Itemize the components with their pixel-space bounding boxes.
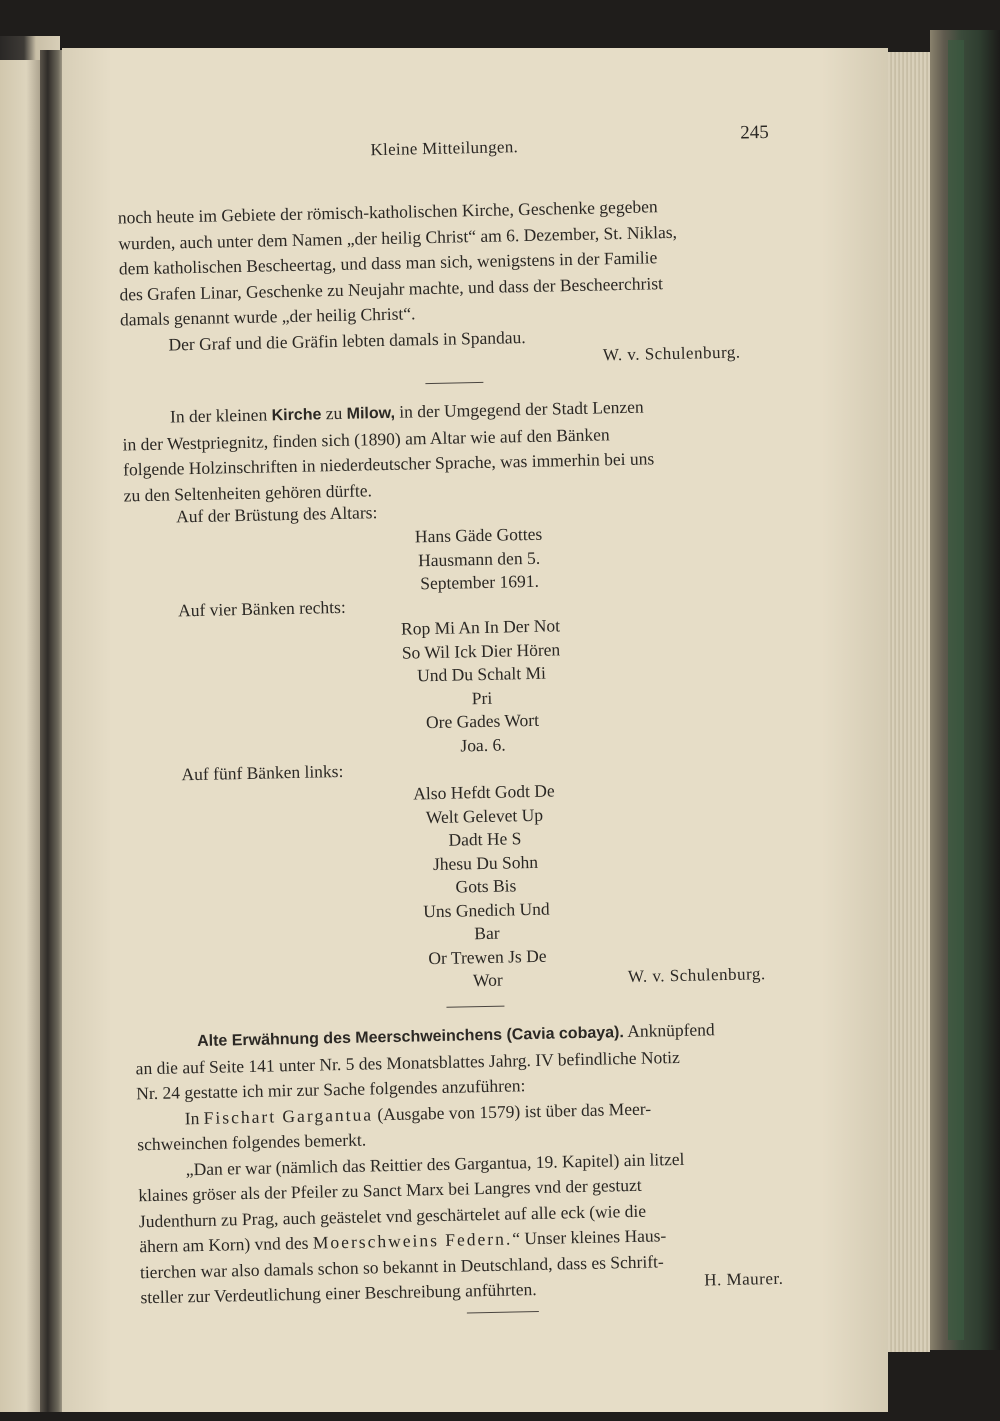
intro-text: In der kleinen xyxy=(169,404,272,427)
quote-line: Judenthurn zu Prag, auch geästelet vnd geschärtelet auf alle eck (wie die xyxy=(138,1200,647,1231)
altar-label: Auf der Brüstung des Altars: xyxy=(175,502,378,527)
signature-2: W. v. Schulenburg. xyxy=(627,964,766,987)
section-divider xyxy=(467,1311,539,1314)
heading-continuation: Anknüpfend xyxy=(623,1019,715,1042)
verse-line: Joa. 6. xyxy=(460,734,506,755)
article-1-text xyxy=(118,192,781,359)
altar-inscription xyxy=(348,521,609,597)
text-line: Der Graf und die Gräfin lebten damals in Spandau. xyxy=(168,326,526,354)
article-3-title: Alte Erwähnung des Meerschweinchens (Cavia cobaya). xyxy=(196,1024,625,1051)
verse-line: Uns Gnedich Und xyxy=(423,898,550,921)
verse-line: Hans Gäde Gottes xyxy=(414,523,543,547)
verse-line: Jhesu Du Sohn xyxy=(432,851,539,874)
running-header: Kleine Mitteilungen. xyxy=(370,137,519,160)
verse-line: Welt Gelevet Up xyxy=(425,804,544,827)
text-line: wurden, auch unter dem Namen „der heilig Christ“ am 6. Dezember, St. Niklas, xyxy=(118,221,678,254)
text-line: an die auf Seite 141 unter Nr. 5 des Monatsblattes Jahrg. IV befindliche Notiz xyxy=(135,1046,680,1078)
signature-3: H. Maurer. xyxy=(704,1268,784,1290)
right-benches-inscription xyxy=(350,613,613,759)
intro-text: zu xyxy=(321,402,347,424)
verse-line: Bar xyxy=(474,922,500,944)
page-number: 245 xyxy=(740,121,769,144)
verse-line: Und Du Schalt Mi xyxy=(416,662,547,686)
text-fragment: “ Unser kleines Haus- xyxy=(512,1225,667,1249)
article-2-text xyxy=(122,392,784,509)
verse-line: Also Hefdt Godt De xyxy=(413,780,555,804)
text-fragment: (Ausgabe von 1579) ist über das Meer- xyxy=(372,1098,652,1124)
signature-1: W. v. Schulenburg. xyxy=(602,342,741,365)
text-fragment: In xyxy=(184,1107,204,1128)
verse-line: Dadt He S xyxy=(448,828,522,850)
right-benches-label: Auf vier Bänken rechts: xyxy=(177,596,346,621)
section-divider xyxy=(425,382,483,384)
verse-line: Rop Mi An In Der Not xyxy=(400,615,561,639)
page-text xyxy=(48,40,902,1421)
article-3-text xyxy=(135,1016,801,1311)
verse-line: September 1691. xyxy=(420,570,540,594)
text-line: schweinchen folgendes bemerkt. xyxy=(137,1129,367,1155)
text-line: zu den Seltenheiten gehören dürfte. xyxy=(123,479,373,505)
text-line: noch heute im Gebiete der römisch-katholischen Kirche, Geschenke gegeben xyxy=(117,196,658,228)
verse-line: Pri xyxy=(471,687,493,708)
section-divider xyxy=(446,1006,504,1008)
spaced-term: Moerschweins Federn. xyxy=(312,1228,513,1253)
book-cover-right xyxy=(930,30,1000,1350)
verse-line: Hausmann den 5. xyxy=(417,547,541,570)
text-line: dem katholischen Bescheertag, und dass man sich, wenigstens in der Familie xyxy=(118,247,658,279)
text-line: des Grafen Linar, Geschenke zu Neujahr machte, und dass der Bescheerchrist xyxy=(119,272,664,305)
left-page-edge xyxy=(0,60,44,1412)
text-line: in der Westpriegnitz, finden sich (1890) am Altar wie auf den Bänken xyxy=(122,423,610,454)
text-line: Nr. 24 gestatte ich mir zur Sache folgendes anzuführen: xyxy=(135,1075,526,1104)
keyword-kirche: Kirche xyxy=(271,406,322,425)
quote-line: „Dan er war (nämlich das Reittier des Gargantua, 19. Kapitel) ain litzel xyxy=(185,1148,685,1179)
verse-line: Or Trewen Js De xyxy=(428,945,547,968)
spaced-title: Fischart Gargantua xyxy=(203,1103,374,1128)
text-line: damals genannt wurde „der heilig Christ“. xyxy=(119,303,416,330)
intro-text: in der Umgegend der Stadt Lenzen xyxy=(394,396,644,422)
text-line: folgende Holzinschriften in niederdeutscher Sprache, was immerhin bei uns xyxy=(122,448,655,480)
verse-line: So Wil Ick Dier Hören xyxy=(401,638,561,663)
quote-line: klaines gröser als der Pfeiler zu Sanct Marx bei Langres vnd der gestuzt xyxy=(138,1174,642,1206)
cover-cloth-edge xyxy=(948,40,964,1340)
left-benches-label: Auf fünf Bänken links: xyxy=(181,760,344,785)
text-line: steller zur Verdeutlichung einer Beschreibung anführten. xyxy=(140,1278,537,1308)
verse-line: Wor xyxy=(472,969,503,991)
keyword-milow: Milow, xyxy=(346,404,396,423)
verse-line: Gots Bis xyxy=(455,875,517,897)
text-line: tierchen war also damals schon so bekannt in Deutschland, dass es Schrift- xyxy=(139,1250,664,1282)
text-fragment: ähern am Korn) vnd des xyxy=(139,1232,314,1257)
left-benches-inscription xyxy=(354,778,618,995)
verse-line: Ore Gades Wort xyxy=(425,709,540,733)
